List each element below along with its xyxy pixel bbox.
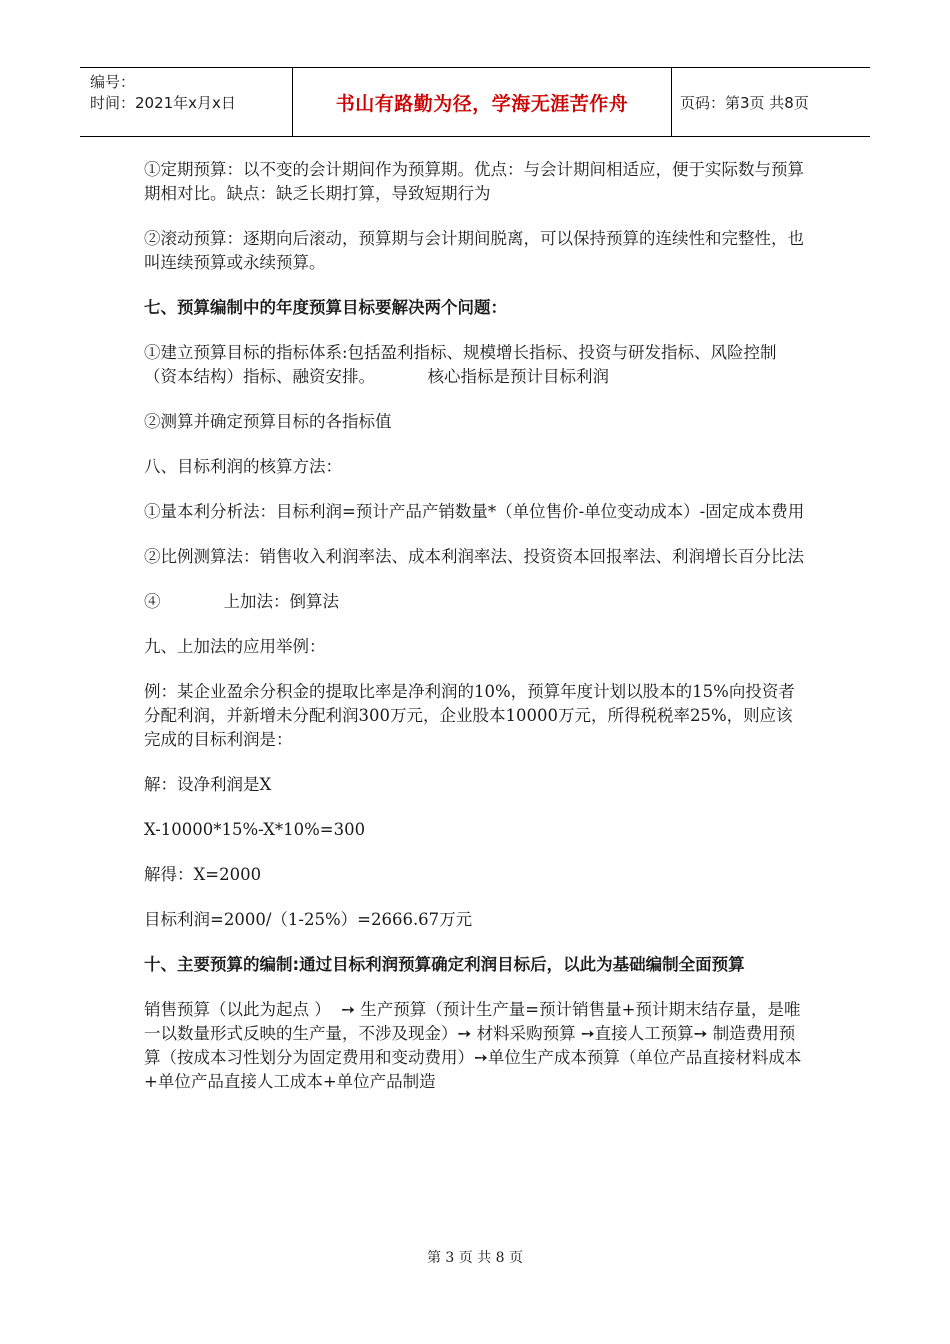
paragraph: 销售预算（以此为起点 ） ➙ 生产预算（预计生产量=预计销售量+预计期末结存量，是唯一以数量形式反映的生产量，不涉及现金）➙ 材料采购预算 ➙直接人工预算➙ 制造费用预算（按成本习性划分为固定费用和变动费用）➙单位生产成本预算（单位产品直接材料成本+单位产品直接人工成本+单位产品制造	[144, 1000, 802, 1091]
header-page-number: 页码：第3页 共8页	[680, 93, 809, 112]
paragraph: ①量本利分析法：目标利润=预计产品产销数量*（单位售价-单位变动成本）-固定成本费用	[144, 502, 805, 521]
section-heading: 七、预算编制中的年度预算目标要解决两个问题：	[144, 298, 507, 317]
header-meta	[80, 68, 293, 136]
document-body	[144, 158, 808, 1115]
paragraph: ①建立预算目标的指标体系:包括盈利指标、规模增长指标、投资与研发指标、风险控制（资本结构）指标、融资安排。 核心指标是预计目标利润	[144, 343, 777, 386]
paragraph: ①定期预算：以不变的会计期间作为预算期。优点：与会计期间相适应，便于实际数与预算期相对比。缺点：缺乏长期打算，导致短期行为	[144, 160, 804, 203]
result-line: 目标利润=2000/（1-25%）=2666.67万元	[144, 910, 473, 929]
header-motto: 书山有路勤为径，学海无涯苦作舟	[335, 92, 629, 115]
document-number-label: 编号：	[90, 73, 136, 91]
solution-line: 解得：X=2000	[144, 865, 262, 884]
section-heading: 十、主要预算的编制:通过目标利润预算确定利润目标后，以此为基础编制全面预算	[144, 955, 745, 974]
document-date: 时间：2021年x月x日	[90, 94, 236, 112]
solution-line: 解：设净利润是X	[144, 775, 272, 794]
paragraph: ②滚动预算：逐期向后滚动，预算期与会计期间脱离，可以保持预算的连续性和完整性，也叫连续预算或永续预算。	[144, 229, 804, 272]
paragraph: ②测算并确定预算目标的各指标值	[144, 412, 392, 431]
paragraph: ②比例测算法：销售收入利润率法、成本利润率法、投资资本回报率法、利润增长百分比法	[144, 547, 804, 566]
paragraph: ④ 上加法：倒算法	[144, 592, 339, 611]
equation-line: X-10000*15%-X*10%=300	[144, 820, 366, 839]
header-page-cell	[672, 68, 870, 136]
page-footer: 第 3 页 共 8 页	[426, 1250, 524, 1266]
header-motto-cell	[293, 68, 672, 136]
example-paragraph: 例：某企业盈余分积金的提取比率是净利润的10%，预算年度计划以股本的15%向投资者分配利润，并新增未分配利润300万元，企业股本10000万元，所得税税率25%，则应该完成的目标利润是：	[144, 682, 795, 749]
page-header	[80, 67, 870, 137]
section-heading-plain: 九、上加法的应用举例：	[144, 637, 326, 656]
section-heading-plain: 八、目标利润的核算方法：	[144, 457, 342, 476]
